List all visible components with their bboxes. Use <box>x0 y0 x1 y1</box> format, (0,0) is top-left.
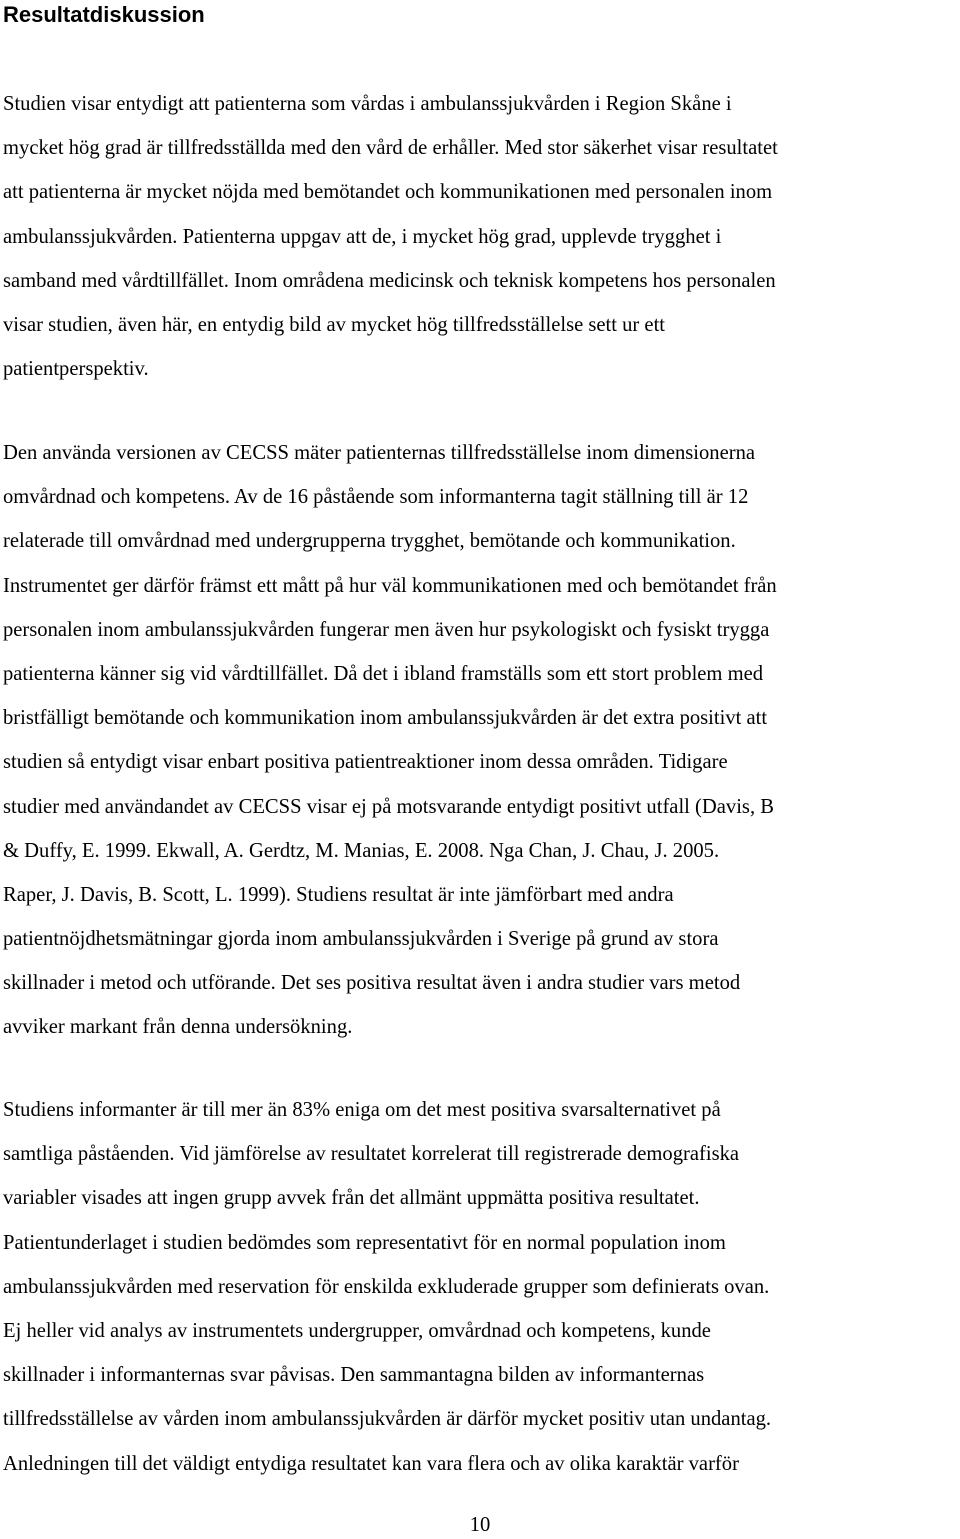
text-line: & Duffy, E. 1999. Ekwall, A. Gerdtz, M. Manias, E. 2008. Nga Chan, J. Chau, J. 2005. <box>3 839 720 862</box>
text-line: mycket hög grad är tillfredsställda med den vård de erhåller. Med stor säkerhet visar resultatet <box>3 137 778 160</box>
text-line: variabler visades att ingen grupp avvek från det allmänt uppmätta positiva resultatet. <box>3 1187 700 1210</box>
text-line: tillfredsställelse av vården inom ambulanssjukvården är därför mycket positiv utan undantag. <box>3 1408 772 1431</box>
text-line: studier med användandet av CECSS visar ej på motsvarande entydigt positivt utfall (Davis, B <box>3 795 774 818</box>
paragraph-3 <box>3 1088 960 1486</box>
paragraph-1 <box>3 82 960 391</box>
text-line: Studien visar entydigt att patienterna som vårdas i ambulanssjukvården i Region Skåne i <box>3 93 732 115</box>
text-line: Anledningen till det väldigt entydiga resultatet kan vara flera och av olika karaktär varför <box>3 1452 739 1475</box>
text-line: Studiens informanter är till mer än 83% eniga om det mest positiva svarsalternativet på <box>3 1099 721 1121</box>
text-line: skillnader i metod och utförande. Det ses positiva resultat även i andra studier vars metod <box>3 972 741 995</box>
text-line: ambulanssjukvården med reservation för enskilda exkluderade grupper som definierats ovan. <box>3 1275 770 1298</box>
text-line: skillnader i informanternas svar påvisas. Den sammantagna bilden av informanternas <box>3 1364 705 1387</box>
section-heading: Resultatdiskussion <box>3 2 205 27</box>
text-line: bristfälligt bemötande och kommunikation inom ambulanssjukvården är det extra positivt att <box>3 707 768 730</box>
text-line: omvårdnad och kompetens. Av de 16 påstående som informanterna tagit ställning till är 12 <box>3 486 749 509</box>
text-line: ambulanssjukvården. Patienterna uppgav att de, i mycket hög grad, upplevde trygghet i <box>3 225 722 248</box>
text-line: personalen inom ambulanssjukvården fungerar men även hur psykologiskt och fysiskt trygga <box>3 618 770 641</box>
text-line: Den använda versionen av CECSS mäter patienternas tillfredsställelse inom dimensionerna <box>3 442 756 464</box>
text-line: patientperspektiv. <box>3 358 149 381</box>
text-line: studien så entydigt visar enbart positiva patientreaktioner inom dessa områden. Tidigare <box>3 751 728 774</box>
text-line: Patientunderlaget i studien bedömdes som representativt för en normal population inom <box>3 1231 726 1254</box>
text-line: att patienterna är mycket nöjda med bemötandet och kommunikationen med personalen inom <box>3 181 773 204</box>
text-line: relaterade till omvårdnad med undergrupperna trygghet, bemötande och kommunikation. <box>3 530 736 553</box>
text-line: samtliga påståenden. Vid jämförelse av resultatet korrelerat till registrerade demografiska <box>3 1143 740 1166</box>
text-line: avviker markant från denna undersökning. <box>3 1016 353 1039</box>
page-number: 10 <box>469 1514 491 1536</box>
text-line: samband med vårdtillfället. Inom områdena medicinsk och teknisk kompetens hos personalen <box>3 269 776 292</box>
text-line: patientnöjdhetsmätningar gjorda inom ambulanssjukvården i Sverige på grund av stora <box>3 928 719 951</box>
paragraph-2 <box>3 431 960 1050</box>
text-line: Raper, J. Davis, B. Scott, L. 1999). Studiens resultat är inte jämförbart med andra <box>3 883 674 906</box>
text-line: patienterna känner sig vid vårdtillfället. Då det i ibland framställs som ett stort problem med <box>3 662 764 685</box>
text-line: visar studien, även här, en entydig bild av mycket hög tillfredsställelse sett ur ett <box>3 313 666 336</box>
text-line: Ej heller vid analys av instrumentets undergrupper, omvårdnad och kompetens, kunde <box>3 1319 711 1342</box>
text-line: Instrumentet ger därför främst ett mått på hur väl kommunikationen med och bemötandet från <box>3 574 777 597</box>
